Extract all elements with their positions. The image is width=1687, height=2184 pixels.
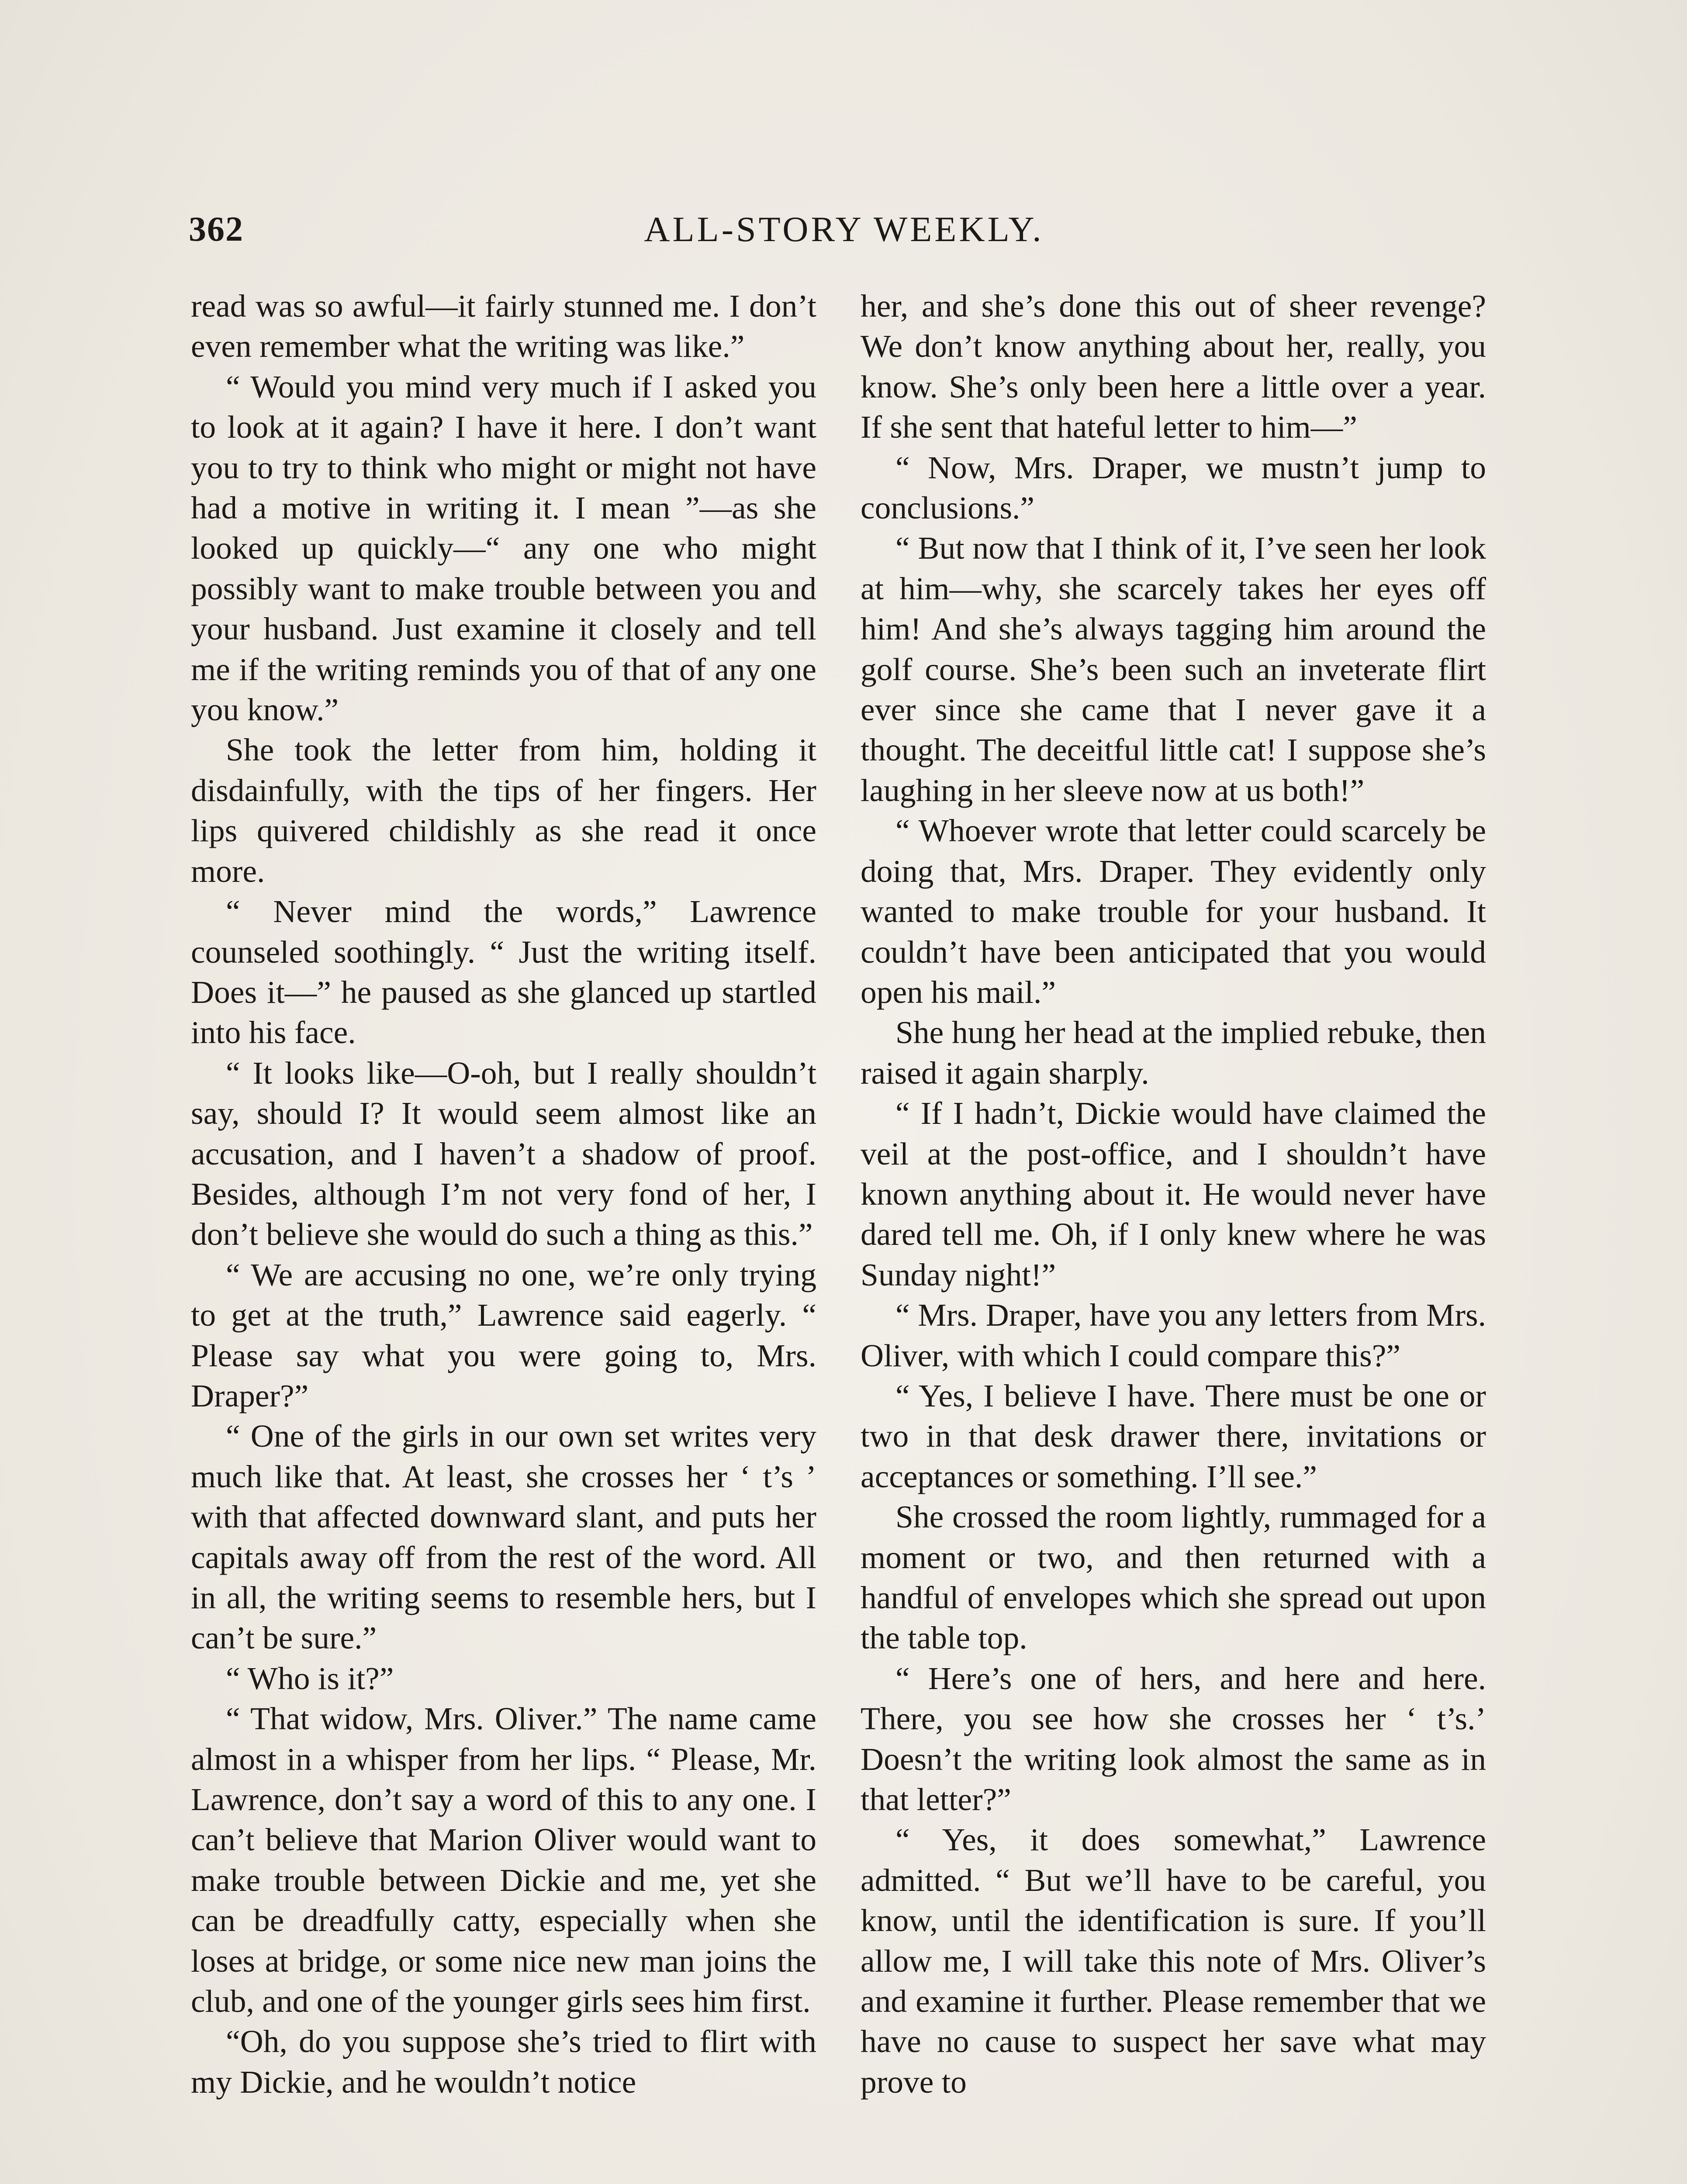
paragraph: read was so awful—it fairly stunned me. I don’t even remember what the writing was like.” <box>191 288 816 364</box>
paragraph: “Oh, do you suppose she’s tried to flirt with my Dickie, and he wouldn’t notice <box>191 2024 816 2100</box>
paragraph: “ Yes, it does somewhat,” Lawrence admitted. “ But we’ll have to be careful, you know, until the identification is sure. If you’ll allow me, I will take this note of Mrs. Oliver’s and examine it further. Please remember that we have no cause to suspect her save what may prove to <box>861 1822 1486 2100</box>
paragraph: “ Who is it?” <box>226 1660 394 1696</box>
paragraph: “ That widow, Mrs. Oliver.” The name came almost in a whisper from her lips. “ Please, Mr. Lawrence, don’t say a word of this to any one. I can’t believe that Marion Oliver would want to make trouble between Dickie and me, yet she can be dreadfully catty, especially when she loses at bridge, or some nice new man joins the club, and one of the younger girls sees him first. <box>191 1701 816 2019</box>
paragraph: “ Here’s one of hers, and here and here. There, you see how she crosses her ‘ t’s.’ Doesn’t the writing look almost the same as in that letter?” <box>861 1660 1486 1818</box>
page-header <box>189 205 1499 262</box>
paragraph: “ Whoever wrote that letter could scarcely be doing that, Mrs. Draper. They evidently only wanted to make trouble for your husband. It couldn’t have been anticipated that you would open his mail.” <box>861 813 1486 1010</box>
paragraph: “ Now, Mrs. Draper, we mustn’t jump to conclusions.” <box>861 449 1486 526</box>
page-number: 362 <box>189 210 244 249</box>
left-column <box>191 286 816 2102</box>
paragraph: “ But now that I think of it, I’ve seen her look at him—why, she scarcely takes her eyes off him! And she’s always tagging him around the golf course. She’s been such an inveterate flirt ever since she came that I never gave it a thought. The deceitful little cat! I suppose she’s laughing in her sleeve now at us both!” <box>861 530 1486 808</box>
paragraph: “ We are accusing no one, we’re only trying to get at the truth,” Lawrence said eagerly. “ Please say what you were going to, Mrs. Draper?” <box>191 1257 816 1413</box>
paragraph: “ Would you mind very much if I asked you to look at it again? I have it here. I don’t want you to try to think who might or might not have had a motive in writing it. I mean ”—as she looked up quickly—“ any one who might possibly want to make trouble between you and your husband. Just examine it closely and tell me if the writing reminds you of that of any one you know.” <box>191 369 816 728</box>
paragraph: She took the letter from him, holding it disdainfully, with the tips of her fingers. Her lips quivered childishly as she read it once more. <box>191 732 816 889</box>
right-column <box>861 286 1486 2102</box>
paragraph: “ Never mind the words,” Lawrence counseled soothingly. “ Just the writing itself. Does it—” he paused as she glanced up startled into his face. <box>191 894 816 1051</box>
paragraph: “ Yes, I believe I have. There must be one or two in that desk drawer there, invitations or acceptances or something. I’ll see.” <box>861 1378 1486 1494</box>
paragraph: her, and she’s done this out of sheer revenge? We don’t know anything about her, really, you know. She’s only been here a little over a year. If she sent that hateful letter to him—” <box>861 288 1486 445</box>
paragraph: “ It looks like—O-oh, but I really shouldn’t say, should I? It would seem almost like an accusation, and I haven’t a shadow of proof. Besides, although I’m not very fond of her, I don’t believe she would do such a thing as this.” <box>191 1055 816 1252</box>
paragraph: “ Mrs. Draper, have you any letters from Mrs. Oliver, with which I could compare this?” <box>861 1297 1486 1373</box>
paragraph: “ One of the girls in our own set writes very much like that. At least, she crosses her ‘ t’s ’ with that affected downward slant, and puts her capitals away off from the rest of the word. All in all, the writing seems to resemble hers, but I can’t be sure.” <box>191 1418 816 1656</box>
paragraph: “ If I hadn’t, Dickie would have claimed the veil at the post-office, and I shouldn’t have known anything about it. He would never have dared tell me. Oh, if I only knew where he was Sunday night!” <box>861 1095 1486 1292</box>
paragraph: She crossed the room lightly, rummaged for a moment or two, and then returned with a handful of envelopes which she spread out upon the table top. <box>861 1499 1486 1656</box>
paragraph: She hung her head at the implied rebuke, then raised it again sharply. <box>861 1015 1486 1091</box>
running-title: ALL-STORY WEEKLY. <box>644 209 1044 249</box>
